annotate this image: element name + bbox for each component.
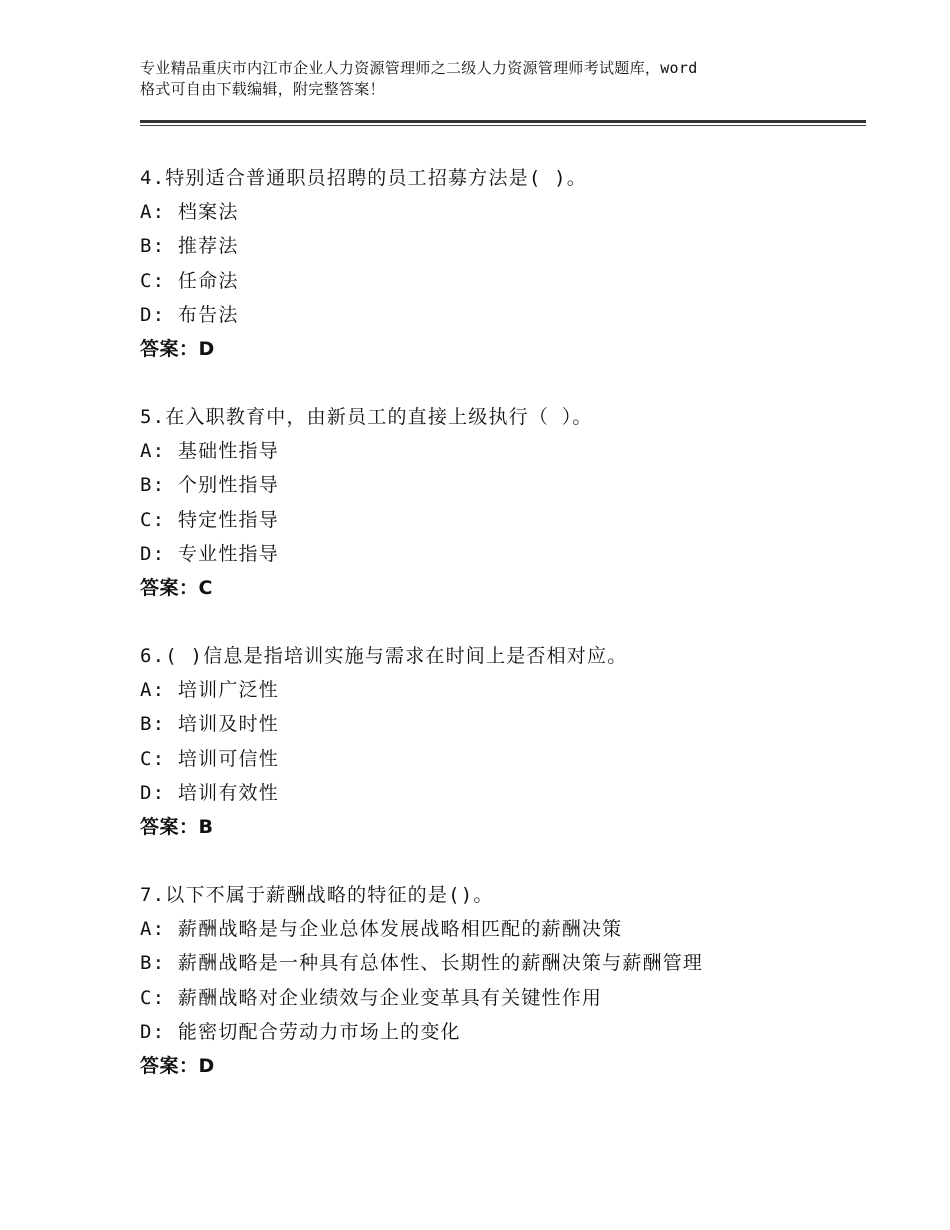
option-d: D: 专业性指导 <box>140 542 279 565</box>
option-a: A: 档案法 <box>140 201 239 224</box>
option-a: A: 培训广泛性 <box>140 679 279 702</box>
header-line-1: 专业精品重庆市内江市企业人力资源管理师之二级人力资源管理师考试题库，word <box>140 59 698 77</box>
answer-label: 答案：D <box>140 337 215 360</box>
answer-label: 答案：C <box>140 576 213 599</box>
answer-label: 答案：D <box>140 1054 215 1077</box>
question-stem: 6.( )信息是指培训实施与需求在时间上是否相对应。 <box>140 645 628 667</box>
option-a: A: 薪酬战略是与企业总体发展战略相匹配的薪酬决策 <box>140 918 623 941</box>
option-d: D: 布告法 <box>140 303 239 326</box>
option-b: B: 薪酬战略是一种具有总体性、长期性的薪酬决策与薪酬管理 <box>140 952 704 975</box>
question-7 <box>140 878 880 1083</box>
header-divider <box>140 120 866 126</box>
option-d: D: 能密切配合劳动力市场上的变化 <box>140 1020 461 1043</box>
document-header <box>140 58 830 100</box>
option-b: B: 培训及时性 <box>140 713 279 736</box>
option-c: C: 特定性指导 <box>140 508 279 531</box>
option-a: A: 基础性指导 <box>140 440 279 463</box>
option-c: C: 薪酬战略对企业绩效与企业变革具有关键性作用 <box>140 986 603 1009</box>
header-line-2: 格式可自由下载编辑，附完整答案！ <box>140 80 385 98</box>
question-5 <box>140 400 880 605</box>
option-d: D: 培训有效性 <box>140 781 279 804</box>
option-b: B: 个别性指导 <box>140 474 279 497</box>
question-stem: 4.特别适合普通职员招聘的员工招募方法是( )。 <box>140 167 587 189</box>
option-c: C: 培训可信性 <box>140 747 279 770</box>
question-6 <box>140 639 880 844</box>
question-stem: 5.在入职教育中，由新员工的直接上级执行（ ）。 <box>140 406 593 428</box>
option-b: B: 推荐法 <box>140 235 239 258</box>
question-4 <box>140 161 880 366</box>
answer-label: 答案：B <box>140 815 214 838</box>
option-c: C: 任命法 <box>140 269 239 292</box>
question-stem: 7.以下不属于薪酬战略的特征的是()。 <box>140 884 494 906</box>
